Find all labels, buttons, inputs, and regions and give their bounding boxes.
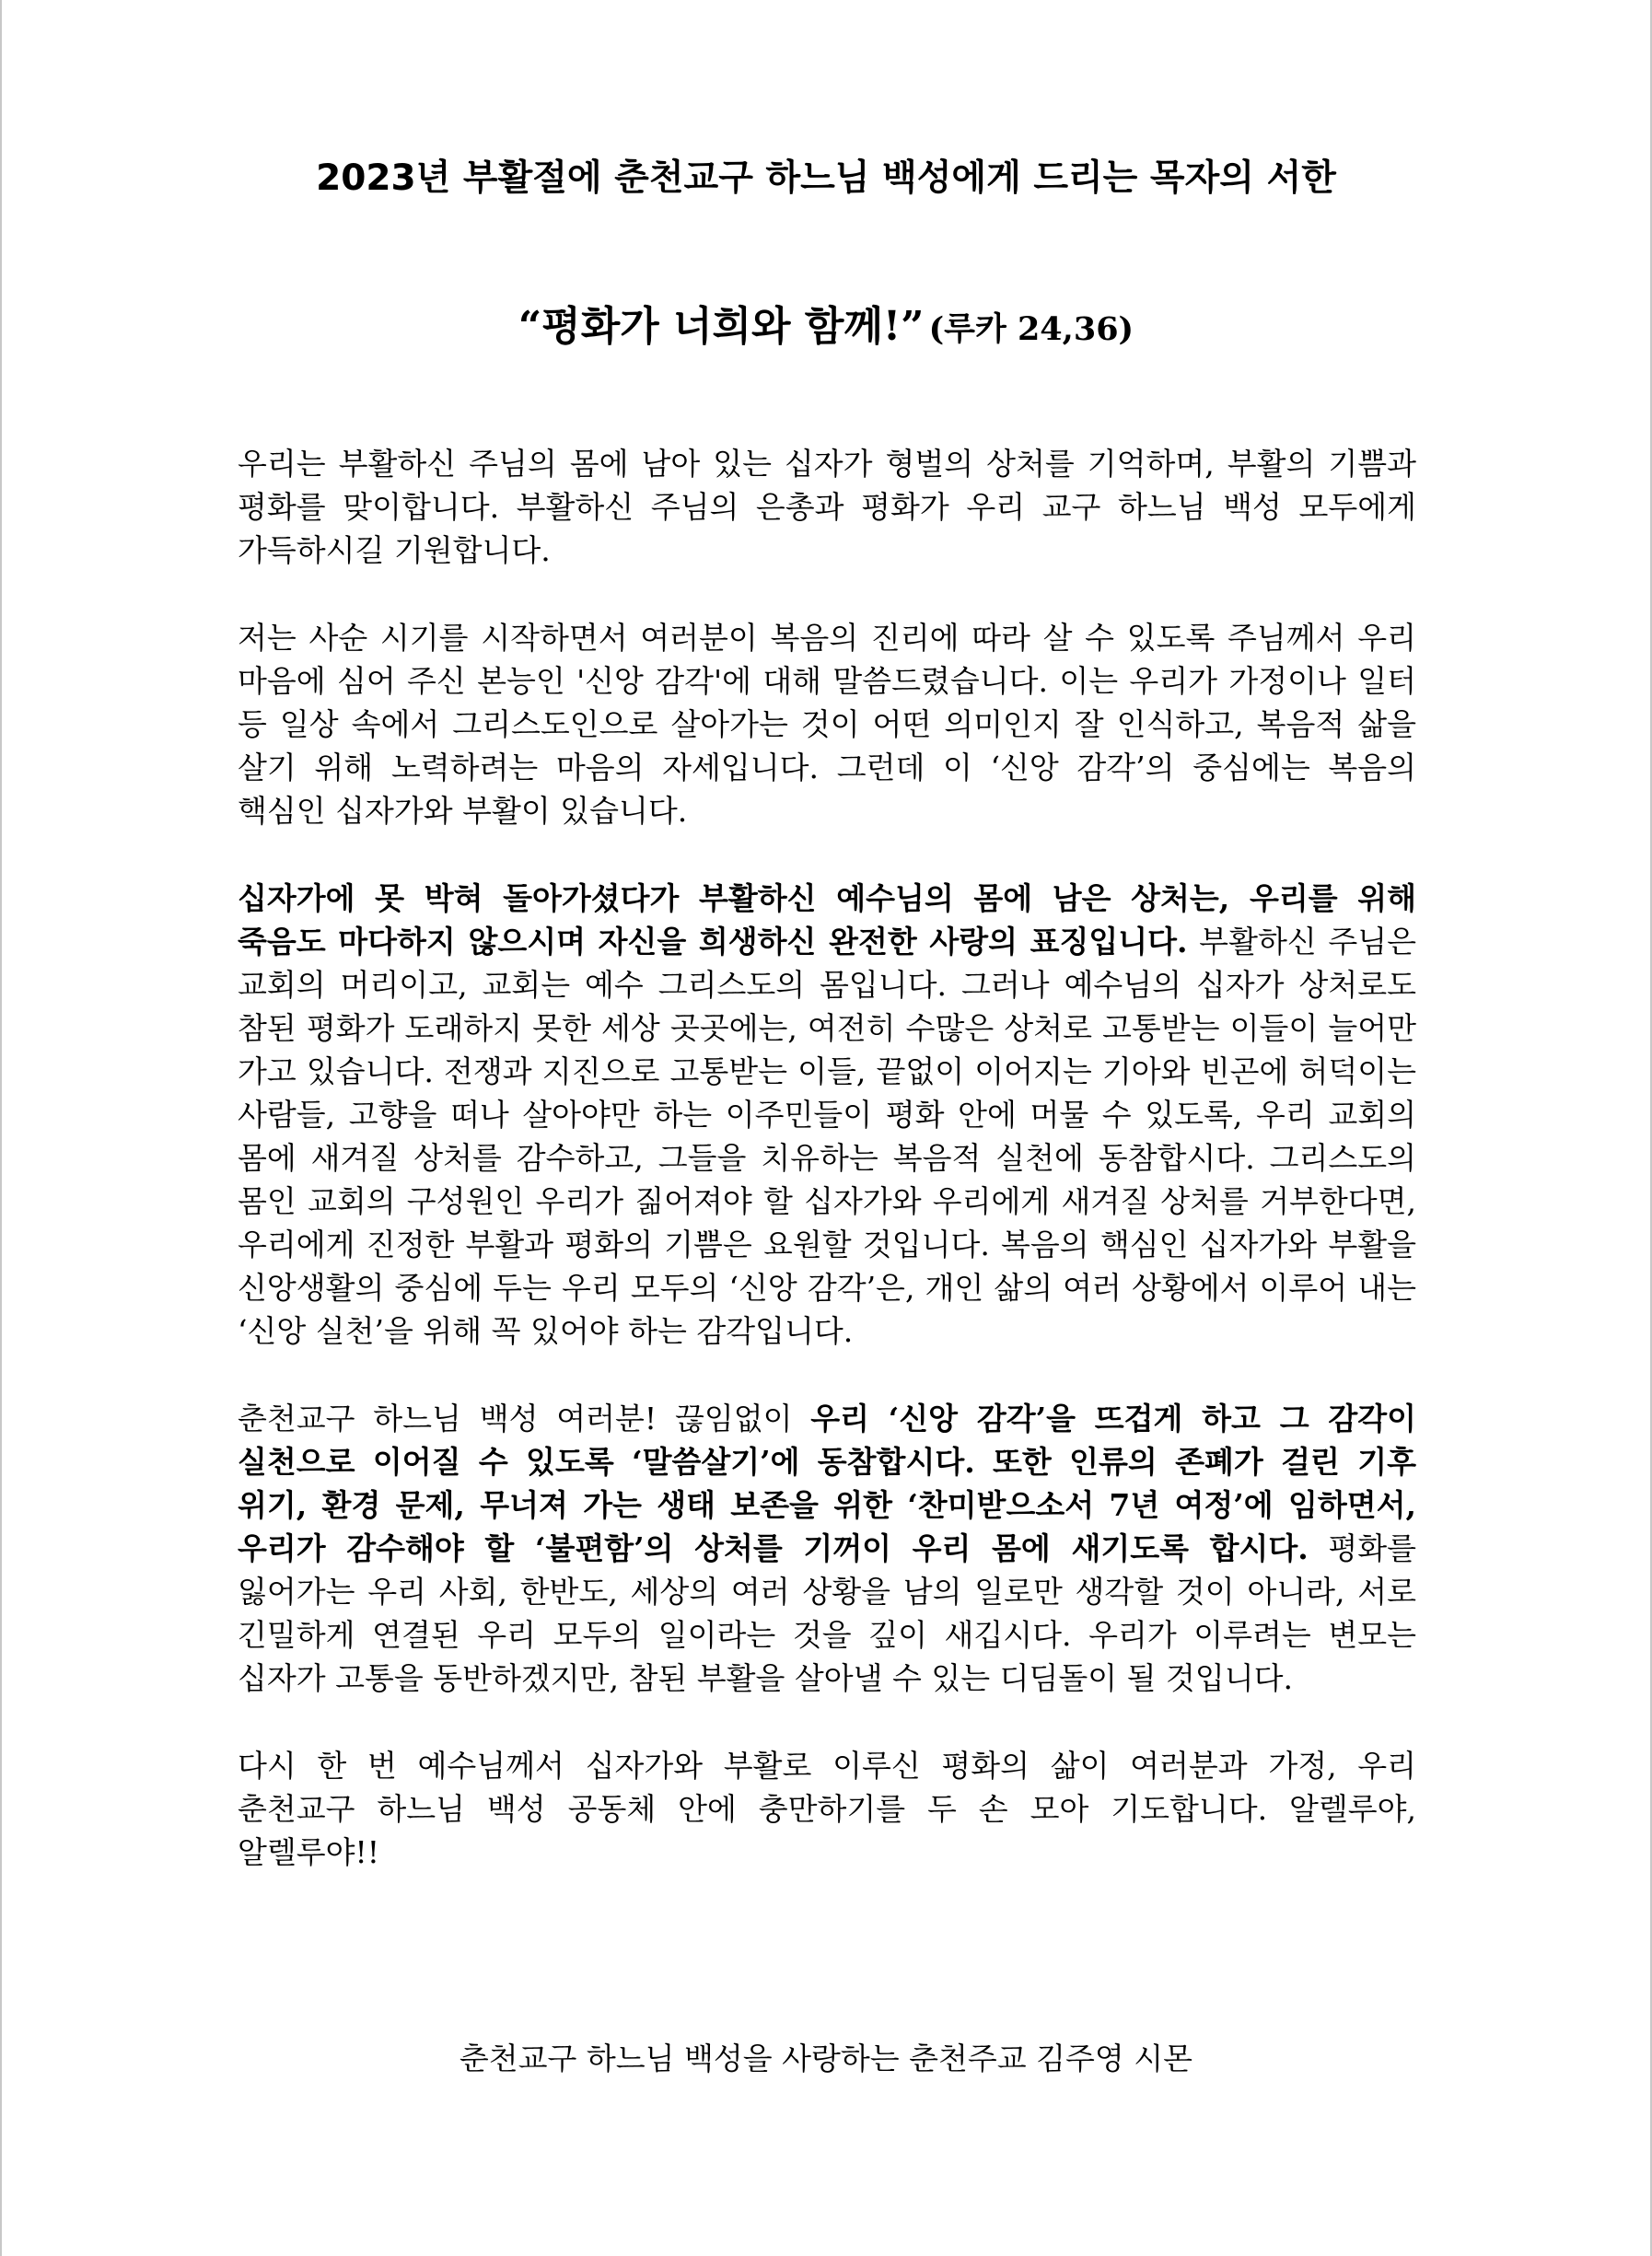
letter-body — [238, 442, 1416, 1918]
letter-title: 2023년 부활절에 춘천교구 하느님 백성에게 드리는 목자의 서한 — [316, 157, 1336, 199]
paragraph-text: 다시 한 번 예수님께서 십자가와 부활로 이루신 평화의 삶이 여러분과 가정, 우리 춘천교구 하느님 백성 공동체 안에 충만하기를 두 손 모아 기도합니다. 알렐루야, 알렐루야!! — [238, 1748, 1416, 1870]
letter-subtitle — [2, 293, 1650, 352]
subtitle-quote: “평화가 너희와 함께!” — [518, 303, 925, 350]
paragraph-text: 평화를 잃어가는 우리 사회, 한반도, 세상의 여러 상황을 남의 일로만 생각할 것이 아니라, 서로 긴밀하게 연결된 우리 모두의 일이라는 것을 깊이 새깁시다. 우리가 이루려는 변모는 십자가 고통을 동반하겠지만, 참된 부활을 살아낼 수 있는 디딤돌이 될 것입니다. — [238, 1530, 1417, 1696]
paragraph-text: 우리는 부활하신 주님의 몸에 남아 있는 십자가 형벌의 상처를 기억하며, 부활의 기쁨과 평화를 맞이합니다. 부활하신 주님의 은총과 평화가 우리 교구 하느님 백성 모두에게 가득하시길 기원합니다. — [238, 446, 1416, 568]
subtitle-reference: (루카 24,36) — [928, 310, 1134, 348]
paragraph-lead-text: 춘천교구 하느님 백성 여러분! 끊임없이 — [238, 1401, 811, 1436]
paragraph-bold-text: 우리 ‘신앙 감각’을 뜨겁게 하고 그 감각이 실천으로 이어질 수 있도록 ‘말씀살기’에 동참합시다. 또한 인류의 존폐가 걸린 기후 위기, 환경 문제, 무너져 가는 생태 보존을 위한 ‘찬미받으소서 7년 여정’에 임하면서, 우리가 감수해야 할 ‘불편함’의 상처를 기꺼이 우리 몸에 새기도록 합시다. — [238, 1401, 1416, 1566]
letter-signature: 춘천교구 하느님 백성을 사랑하는 춘천주교 김주영 시몬 — [459, 2041, 1193, 2076]
paragraph-4 — [238, 1397, 1416, 1700]
paragraph-text: 저는 사순 시기를 시작하면서 여러분이 복음의 진리에 따라 살 수 있도록 주님께서 우리 마음에 심어 주신 본능인 '신앙 감각'에 대해 말씀드렸습니다. 이는 우리가 가정이나 일터 등 일상 속에서 그리스도인으로 살아가는 것이 어떤 의미인지 잘 인식하고, 복음적 삶을 살기 위해 노력하려는 마음의 자세입니다. 그런데 이 ‘신앙 감각’의 중심에는 복음의 핵심인 십자가와 부활이 있습니다. — [238, 620, 1416, 829]
paragraph-text: 부활하신 주님은 교회의 머리이고, 교회는 예수 그리스도의 몸입니다. 그러나 예수님의 십자가 상처로도 참된 평화가 도래하지 못한 세상 곳곳에는, 여전히 수많은 상처로 고통받는 이들이 늘어만 가고 있습니다. 전쟁과 지진으로 고통받는 이들, 끝없이 이어지는 기아와 빈곤에 허덕이는 사람들, 고향을 떠나 살아야만 하는 이주민들이 평화 안에 머물 수 있도록, 우리 교회의 몸에 새겨질 상처를 감수하고, 그들을 치유하는 복음적 실천에 동참합시다. 그리스도의 몸인 교회의 구성원인 우리가 짊어져야 할 십자가와 우리에게 새겨질 상처를 거부한다면, 우리에게 진정한 부활과 평화의 기쁨은 요원할 것입니다. 복음의 핵심인 십자가와 부활을 신앙생활의 중심에 두는 우리 모두의 ‘신앙 감각’은, 개인 삶의 여러 상황에서 이루어 내는 ‘신앙 실천’을 위해 꼭 있어야 하는 감각입니다. — [238, 924, 1416, 1349]
paragraph-1 — [238, 442, 1416, 572]
paragraph-2 — [238, 616, 1416, 832]
paragraph-bold-text: 십자가에 못 박혀 돌아가셨다가 부활하신 예수님의 몸에 남은 상처는, 우리를 위해 죽음도 마다하지 않으시며 자신을 희생하신 완전한 사랑의 표징입니다. — [238, 880, 1416, 959]
paragraph-3 — [238, 877, 1416, 1353]
paragraph-5 — [238, 1744, 1416, 1874]
